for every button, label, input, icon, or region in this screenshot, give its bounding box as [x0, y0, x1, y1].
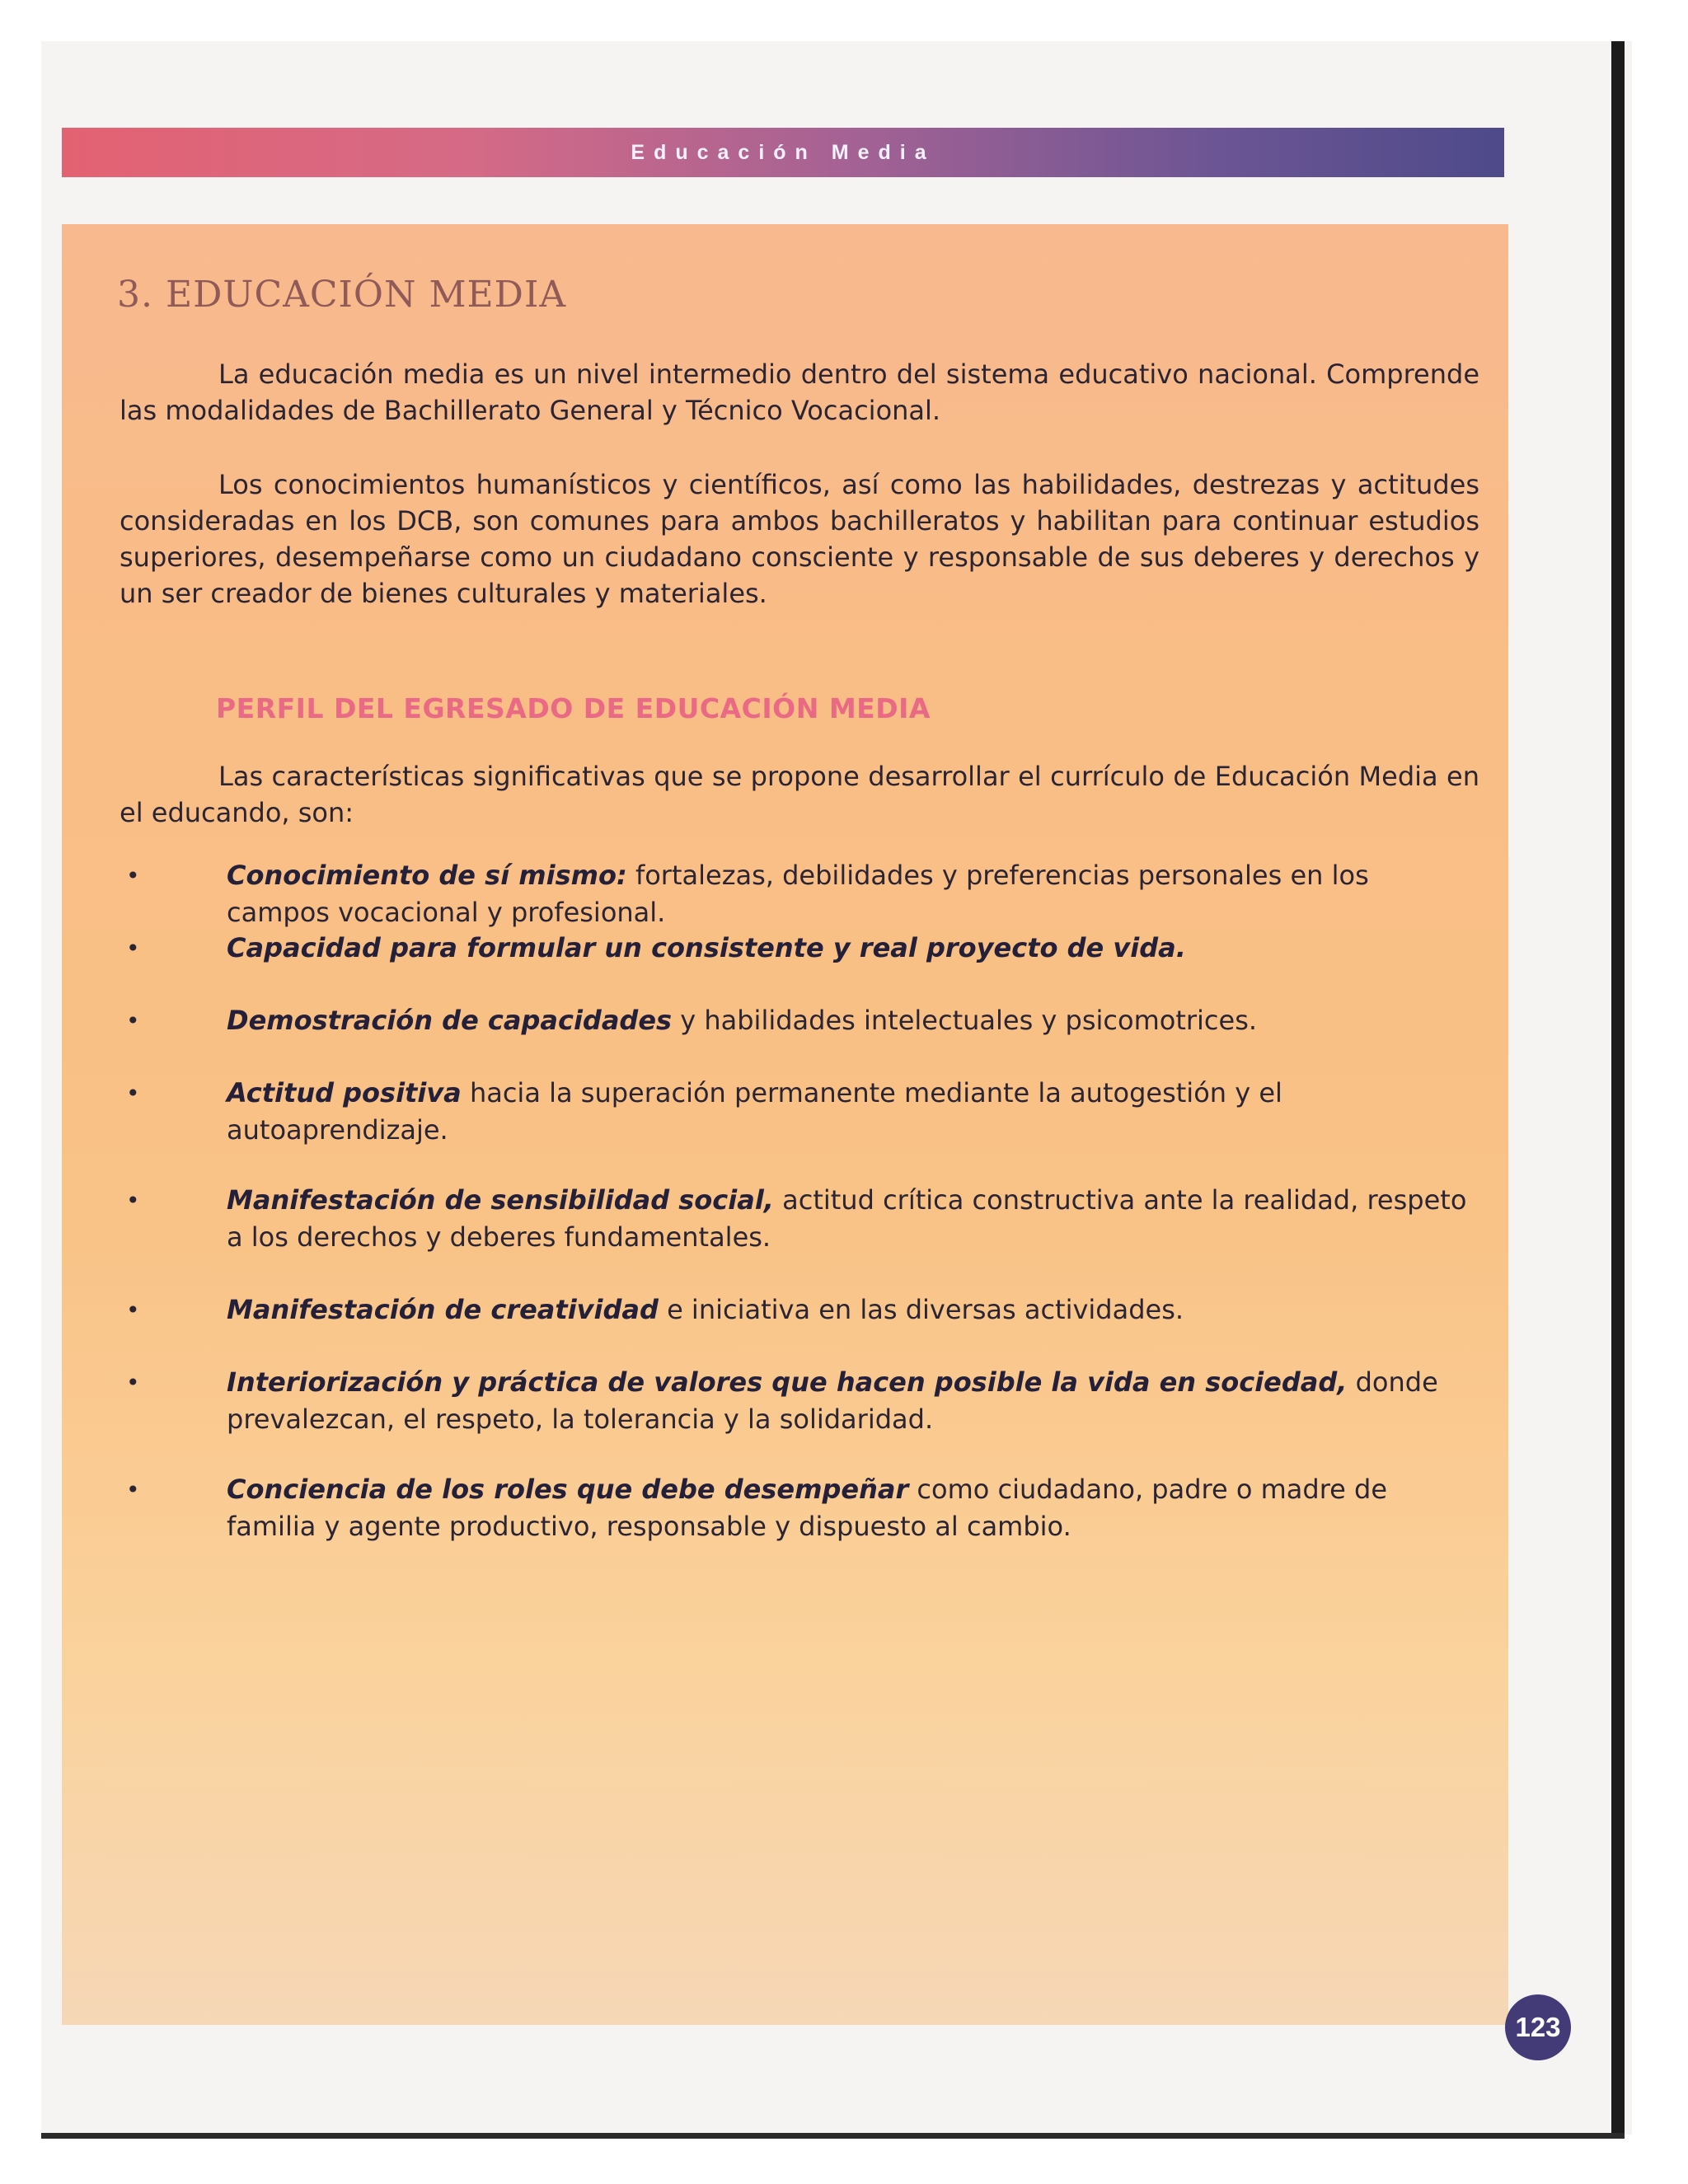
list-item-rest: e iniciativa en las diversas actividades.	[658, 1294, 1184, 1325]
list-item-bold: Demostración de capacidades	[227, 1005, 673, 1036]
list-item	[120, 1075, 1479, 1182]
bullet-icon: •	[126, 1187, 140, 1214]
bullet-icon: •	[126, 935, 140, 962]
list-item-text	[227, 1364, 1479, 1471]
list-item-text	[227, 930, 1479, 1002]
bullet-icon: •	[126, 1007, 140, 1034]
intro-paragraph-2: Los conocimientos humanísticos y científicos, así como las habilidades, destrezas y actitudes consideradas en los DCB, son comunes para ambos bachilleratos y habilitan para continuar estudios superiores, desempeñarse como un ciudadano consciente y responsable de sus deberes y derechos y un ser creador de bienes culturales y materiales.	[120, 469, 1479, 609]
bullet-icon: •	[126, 1296, 140, 1324]
header-band-text: Educación Media	[631, 140, 935, 164]
list-item-rest: donde prevalezcan, el respeto, la tolerancia y la solidaridad.	[227, 1366, 1438, 1435]
list-item-bold: Conciencia de los roles que debe desempeñar	[227, 1474, 909, 1505]
list-item-rest: hacia la superación permanente mediante la autogestión y el autoaprendizaje.	[227, 1077, 1282, 1146]
list-item-bold: Manifestación de creatividad	[227, 1294, 659, 1325]
list-item-text	[227, 1075, 1479, 1182]
list-item-rest: como ciudadano, padre o madre de familia y agente productivo, responsable y dispuesto al cambio.	[227, 1474, 1387, 1542]
list-item-rest: y habilidades intelectuales y psicomotrices.	[672, 1005, 1258, 1036]
list-item-text	[227, 1471, 1479, 1545]
profile-list	[120, 857, 1479, 1545]
bullet-icon: •	[126, 1080, 140, 1107]
list-item	[120, 1182, 1479, 1291]
list-item	[120, 1364, 1479, 1471]
list-item	[120, 1291, 1479, 1364]
list-item-text	[227, 857, 1479, 930]
list-item-bold: Actitud positiva	[227, 1077, 462, 1108]
list-item-rest: actitud crítica constructiva ante la realidad, respeto a los derechos y deberes fundamentales.	[227, 1184, 1467, 1253]
profile-subtitle: PERFIL DEL EGRESADO DE EDUCACIÓN MEDIA	[216, 692, 931, 724]
list-item-bold: Interiorización y práctica de valores que hacen posible la vida en sociedad,	[227, 1366, 1348, 1398]
list-item-text	[227, 1182, 1479, 1291]
list-item	[120, 857, 1479, 930]
intro-paragraph-1: La educación media es un nivel intermedio dentro del sistema educativo nacional. Comprende las modalidades de Bachillerato General y Técnico Vocacional.	[120, 359, 1479, 426]
list-item-bold: Manifestación de sensibilidad social,	[227, 1184, 774, 1216]
list-item-text	[227, 1291, 1479, 1364]
header-band	[62, 128, 1504, 177]
list-item-rest: fortalezas, debilidades y preferencias personales en los campos vocacional y profesional.	[227, 860, 1369, 928]
list-item-text	[227, 1002, 1479, 1075]
list-item	[120, 1471, 1479, 1545]
bullet-icon: •	[126, 1369, 140, 1396]
bullet-icon: •	[126, 862, 140, 889]
list-item	[120, 1002, 1479, 1075]
list-item	[120, 930, 1479, 1002]
scan-edge-bottom	[41, 2133, 1625, 2139]
page-number-badge: 123	[1505, 1994, 1571, 2060]
profile-intro: Las características significativas que se propone desarrollar el currículo de Educación Media en el educando, son:	[120, 761, 1479, 828]
section-title: 3. EDUCACIÓN MEDIA	[117, 274, 567, 316]
bullet-icon: •	[126, 1476, 140, 1503]
list-item-bold: Conocimiento de sí mismo:	[227, 860, 627, 891]
list-item-bold: Capacidad para formular un consistente y real proyecto de vida.	[227, 932, 1186, 963]
scan-edge-right	[1611, 41, 1625, 2139]
